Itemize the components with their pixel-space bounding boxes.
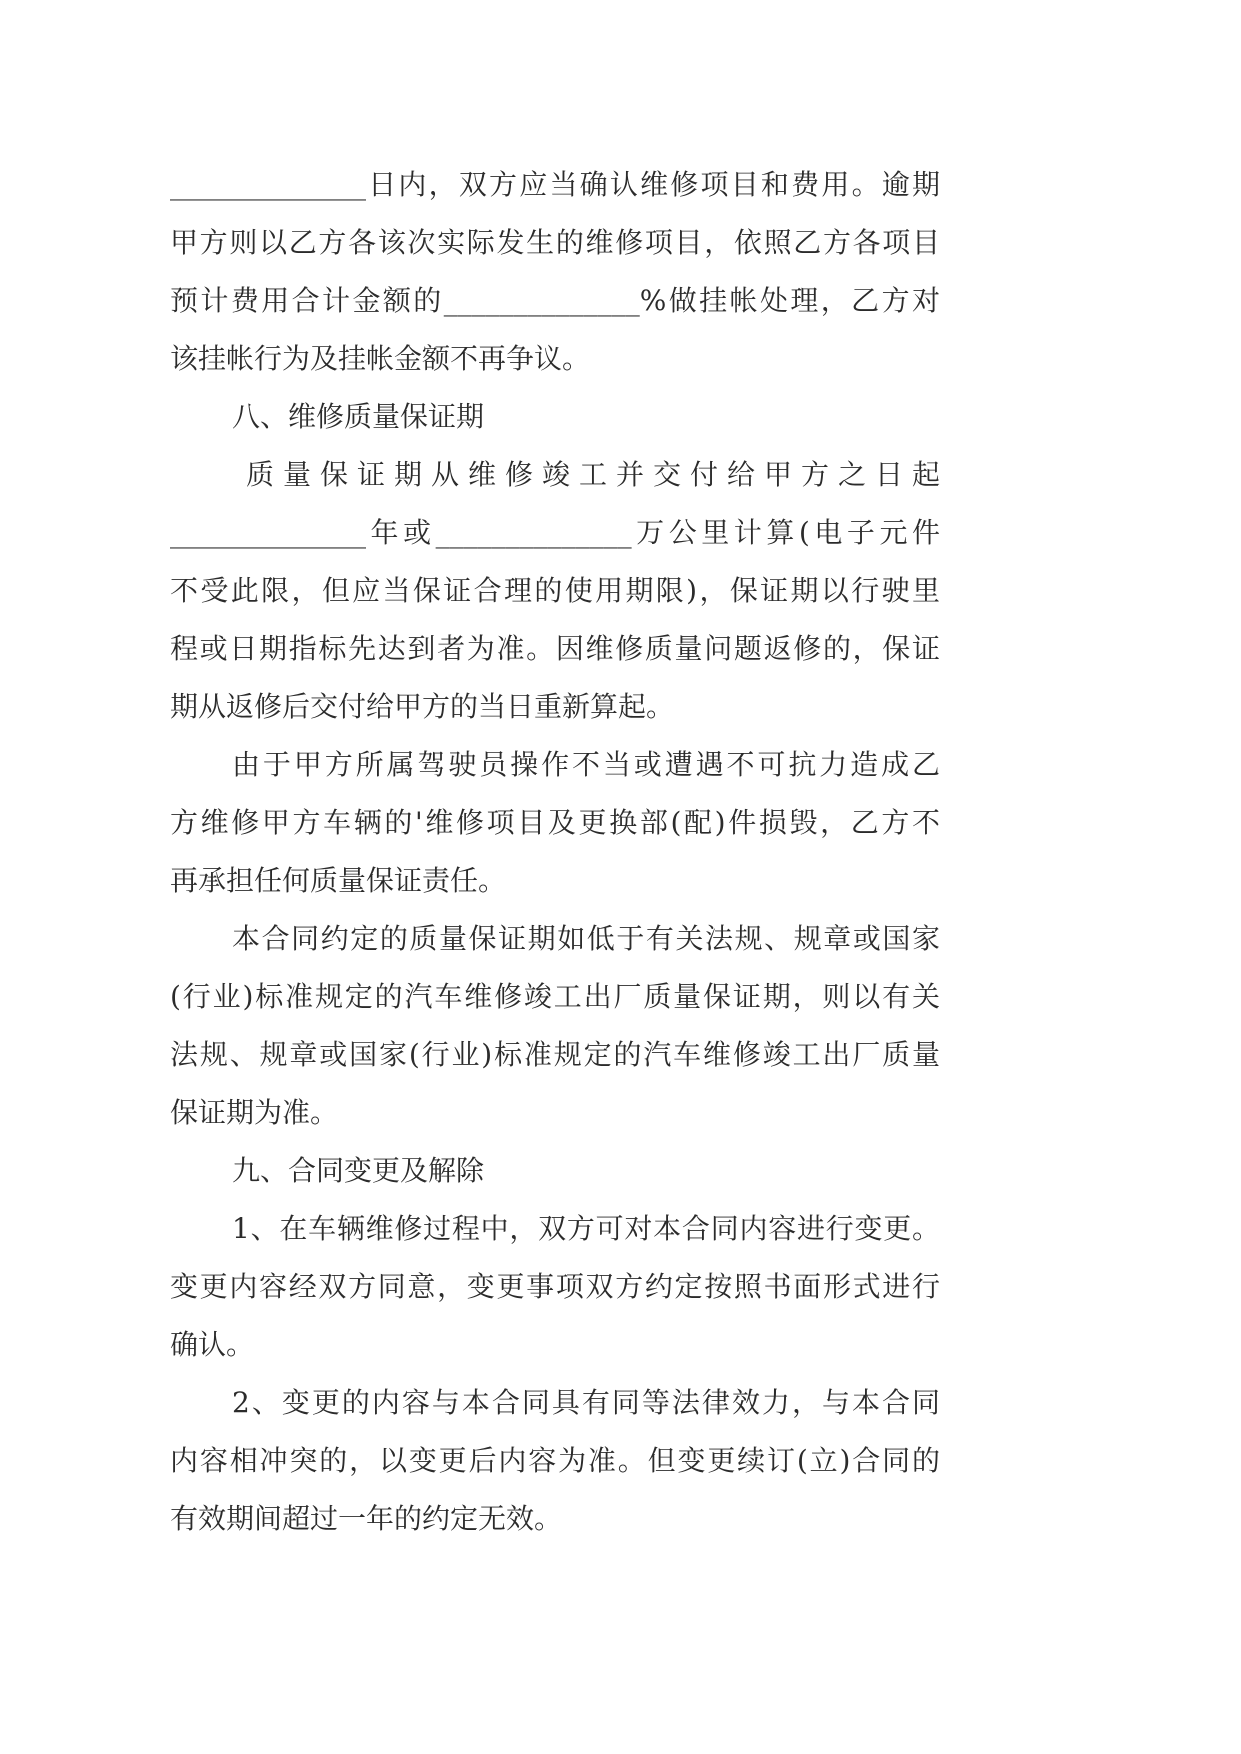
paragraph-line: 甲方则以乙方各该次实际发生的维修项目，依照乙方各项目 <box>170 226 940 259</box>
paragraph-line: 变更内容经双方同意，变更事项双方约定按照书面形式进行 <box>170 1270 940 1303</box>
paragraph-line: 本合同约定的质量保证期如低于有关法规、规章或国家 <box>232 922 940 955</box>
paragraph <box>170 910 940 1142</box>
paragraph-line: 预计费用合计金额的______________%做挂帐处理，乙方对 <box>170 284 940 317</box>
paragraph <box>170 156 940 388</box>
section-heading-text: 九、合同变更及解除 <box>232 1154 485 1187</box>
paragraph-line: 再承担任何质量保证责任。 <box>170 864 507 897</box>
document-page <box>170 156 940 1548</box>
section-heading <box>170 388 940 446</box>
paragraph-line: (行业)标准规定的汽车维修竣工出厂质量保证期，则以有关 <box>170 980 940 1013</box>
paragraph-line: 1、在车辆维修过程中，双方可对本合同内容进行变更。 <box>232 1212 940 1245</box>
paragraph-line: 有效期间超过一年的约定无效。 <box>170 1502 563 1535</box>
paragraph-line: 该挂帐行为及挂帐金额不再争议。 <box>170 342 591 375</box>
paragraph-line: 2、变更的内容与本合同具有同等法律效力，与本合同 <box>232 1386 940 1419</box>
paragraph-line: 法规、规章或国家(行业)标准规定的汽车维修竣工出厂质量 <box>170 1038 940 1071</box>
paragraph <box>170 1200 940 1374</box>
paragraph-line: ______________年或______________万公里计算(电子元件 <box>170 516 940 549</box>
paragraph <box>170 446 940 736</box>
section-heading <box>170 1142 940 1200</box>
paragraph-line: 方维修甲方车辆的'维修项目及更换部(配)件损毁，乙方不 <box>170 806 940 839</box>
paragraph-line: ______________日内，双方应当确认维修项目和费用。逾期 <box>170 168 940 201</box>
paragraph-line: 不受此限，但应当保证合理的使用期限)，保证期以行驶里 <box>170 574 940 607</box>
paragraph-line: 确认。 <box>170 1328 255 1361</box>
paragraph-line: 程或日期指标先达到者为准。因维修质量问题返修的，保证 <box>170 632 940 665</box>
paragraph-line: 期从返修后交付给甲方的当日重新算起。 <box>170 690 675 723</box>
paragraph-line: 质量保证期从维修竣工并交付给甲方之日起 <box>246 458 940 491</box>
paragraph-line: 内容相冲突的，以变更后内容为准。但变更续订(立)合同的 <box>170 1444 940 1477</box>
section-heading-text: 八、维修质量保证期 <box>232 400 485 433</box>
paragraph <box>170 1374 940 1548</box>
paragraph-line: 由于甲方所属驾驶员操作不当或遭遇不可抗力造成乙 <box>232 748 940 781</box>
paragraph-line: 保证期为准。 <box>170 1096 339 1129</box>
paragraph <box>170 736 940 910</box>
